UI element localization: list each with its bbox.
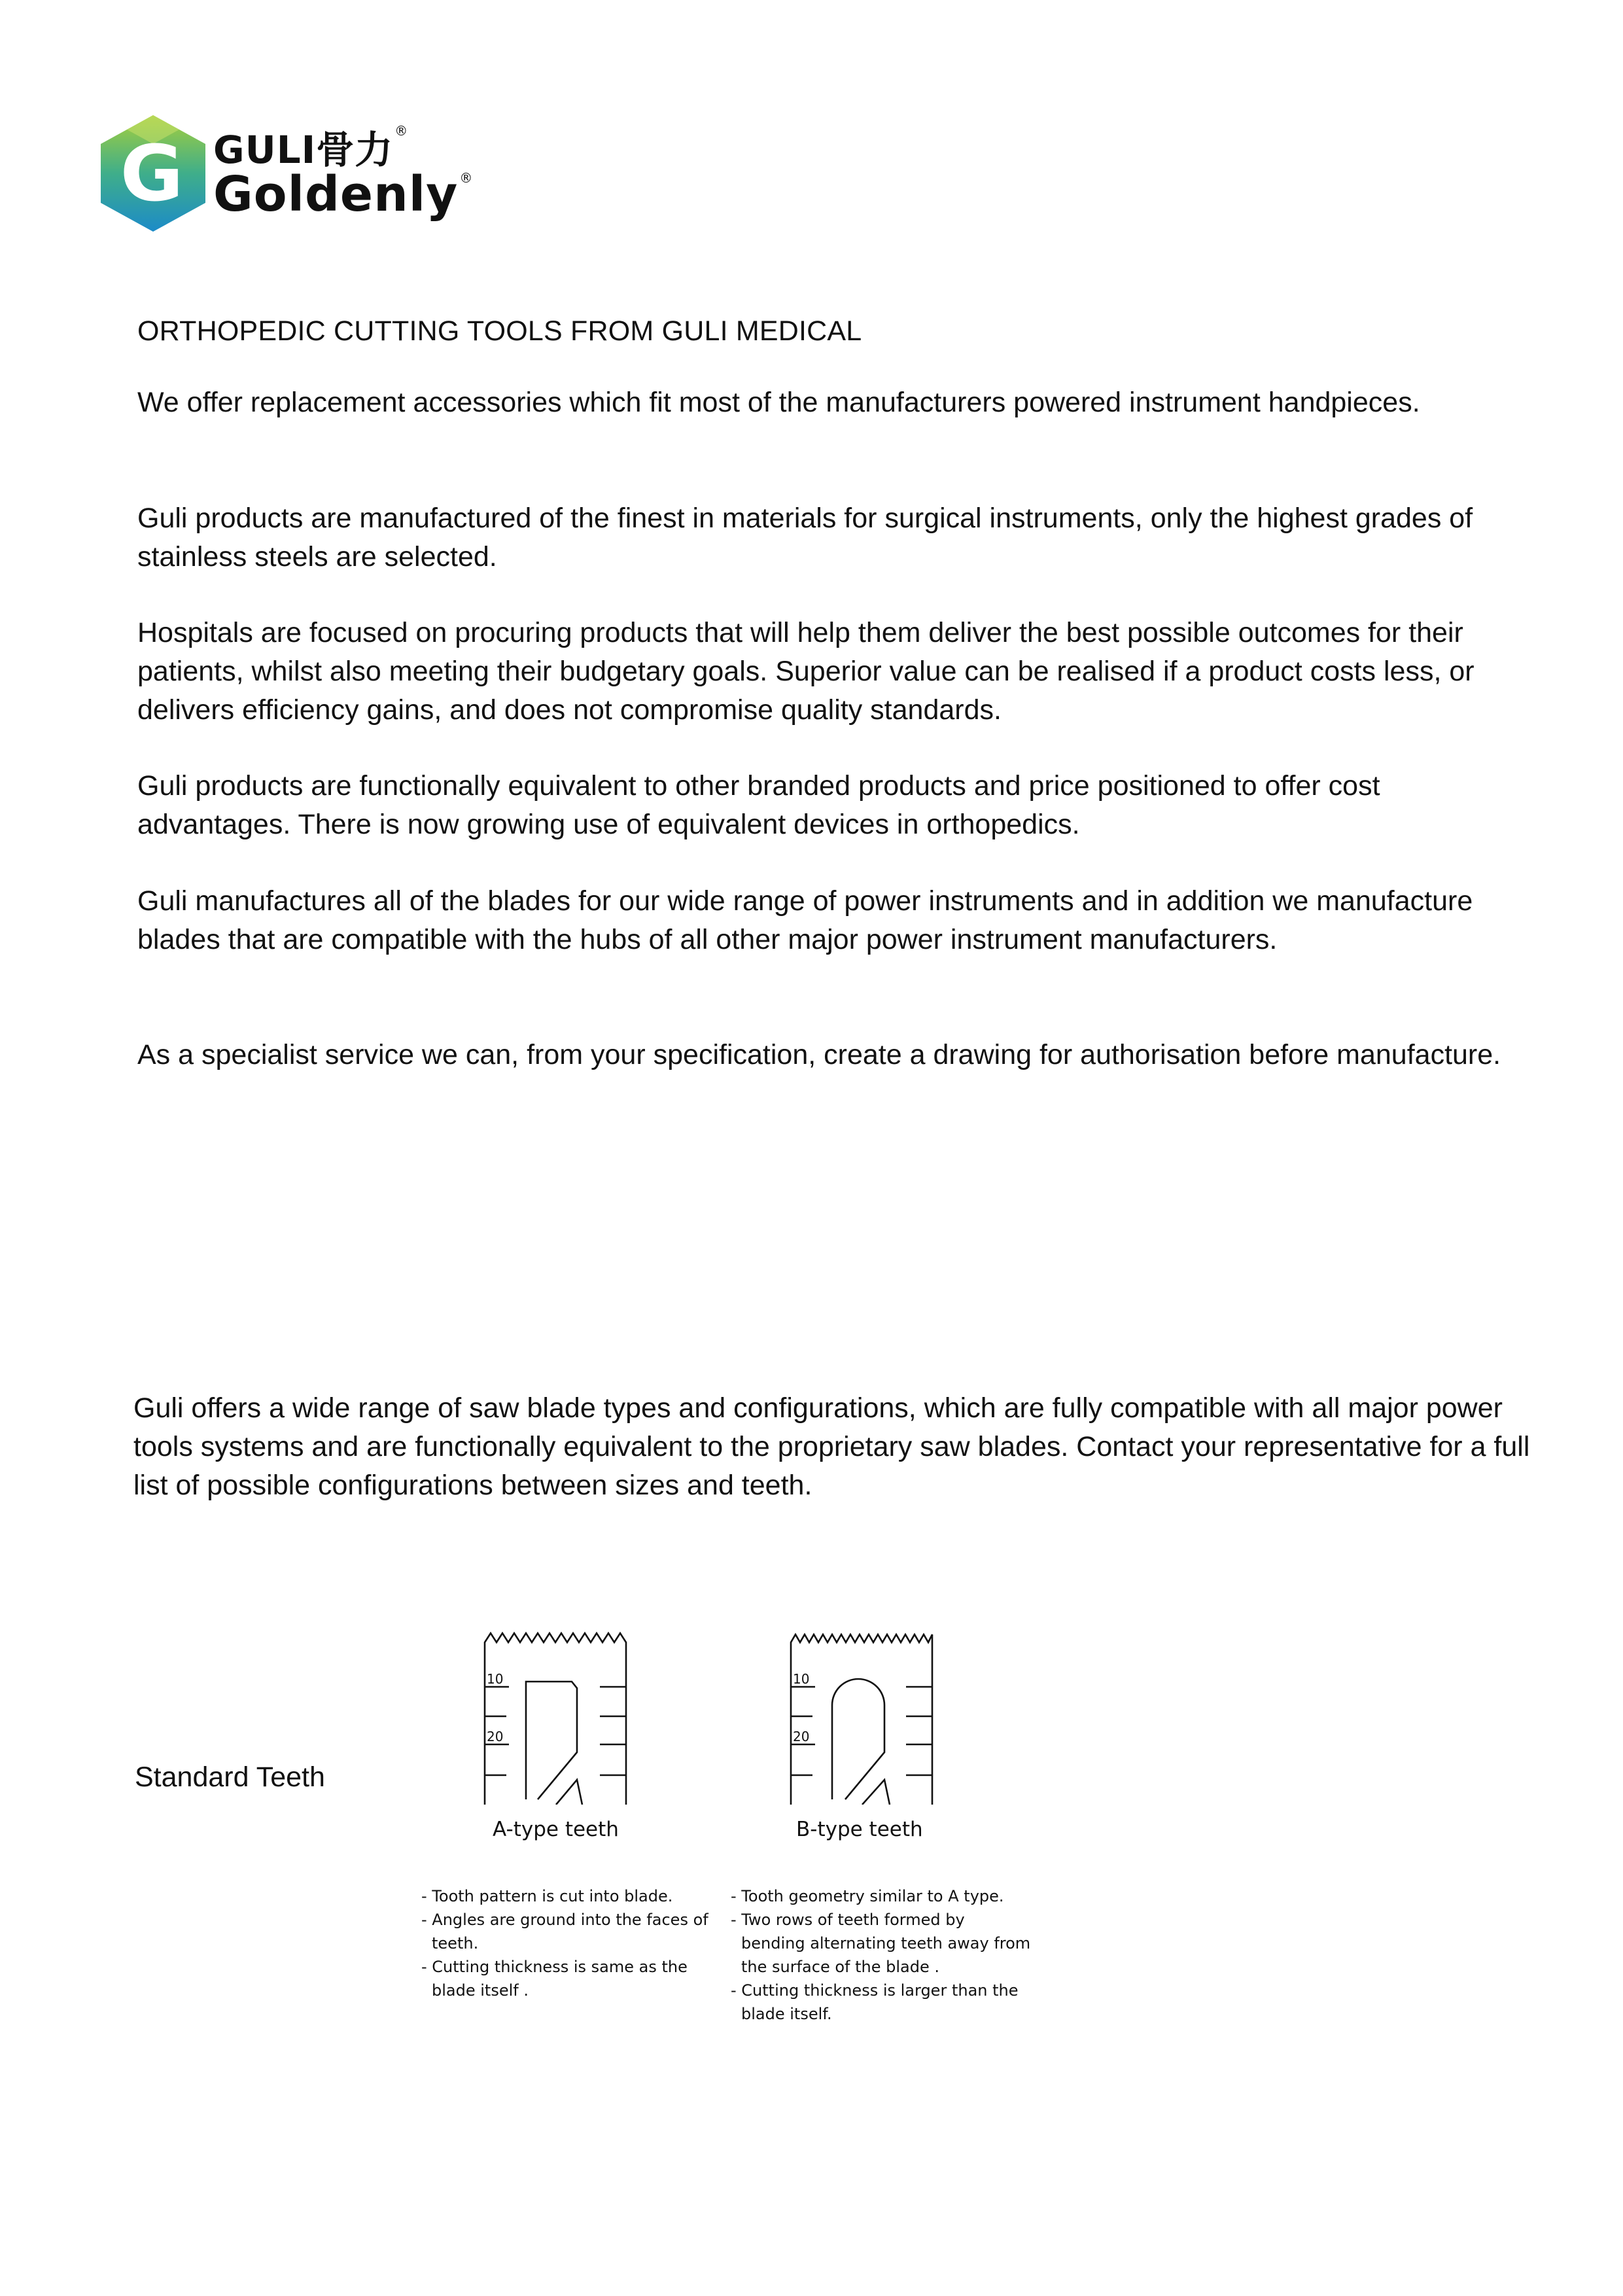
a-type-notes xyxy=(421,1884,722,2002)
page-heading: ORTHOPEDIC CUTTING TOOLS FROM GULI MEDICAL xyxy=(137,315,862,347)
paragraph-materials: Guli products are manufactured of the finest in materials for surgical instruments, only the highest grades of stainless steels are selected. xyxy=(137,503,1473,573)
list-item: - Two rows of teeth formed by bending alternating teeth away from the surface of the blade . xyxy=(731,1908,1032,1979)
brand-name-chinese: GULI骨力 ® xyxy=(213,123,409,172)
paragraph-specialist-service: As a specialist service we can, from your specification, create a drawing for authorisation before manufacture. xyxy=(137,1039,1501,1070)
paragraph-replacement-accessories: We offer replacement accessories which fit most of the manufacturers powered instrument handpieces. xyxy=(137,387,1420,418)
scale-label-10: 10 xyxy=(487,1671,504,1687)
b-type-caption: B-type teeth xyxy=(796,1818,923,1841)
paragraph-blades: Guli manufactures all of the blades for our wide range of power instruments and in addition we manufacture blades that are compatible with the hubs of all other major power instrument manufacturers. xyxy=(137,885,1473,955)
a-type-caption: A-type teeth xyxy=(493,1818,619,1841)
list-item: - Tooth pattern is cut into blade. xyxy=(421,1884,722,1908)
list-item: - Cutting thickness is same as the blade itself . xyxy=(421,1955,722,2002)
a-type-teeth-diagram xyxy=(480,1628,637,1805)
paragraph-hospitals: Hospitals are focused on procuring products that will help them deliver the best possible outcomes for their patients, whilst also meeting their budgetary goals. Superior value can be realised if a product costs less, or delivers efficiency gains, and does not compromise quality standards. xyxy=(137,617,1475,726)
scale-label-20: 20 xyxy=(487,1729,504,1744)
b-type-teeth-diagram xyxy=(786,1628,943,1805)
standard-teeth-label: Standard Teeth xyxy=(135,1761,325,1793)
scale-label-10: 10 xyxy=(793,1671,810,1687)
goldenly-g-logo-icon xyxy=(97,113,209,234)
brand-name-goldenly: Goldenly ® xyxy=(213,166,474,222)
b-type-notes xyxy=(731,1884,1032,2026)
list-item: - Cutting thickness is larger than the blade itself. xyxy=(731,1979,1032,2026)
scale-label-20: 20 xyxy=(793,1729,810,1744)
list-item: - Angles are ground into the faces of teeth. xyxy=(421,1908,722,1955)
paragraph-equivalence: Guli products are functionally equivalent to other branded products and price positioned to offer cost advantages. There is now growing use of equivalent devices in orthopedics. xyxy=(137,770,1380,840)
saw-blade-intro: Guli offers a wide range of saw blade types and configurations, which are fully compatible with all major power tools systems and are functionally equivalent to the proprietary saw blades. Contact your representative for a full list of possible configurations between sizes and teeth. xyxy=(133,1392,1530,1501)
list-item: - Tooth geometry similar to A type. xyxy=(731,1884,1032,1908)
logo-letter: G xyxy=(120,128,184,219)
brand-logo xyxy=(97,113,474,243)
